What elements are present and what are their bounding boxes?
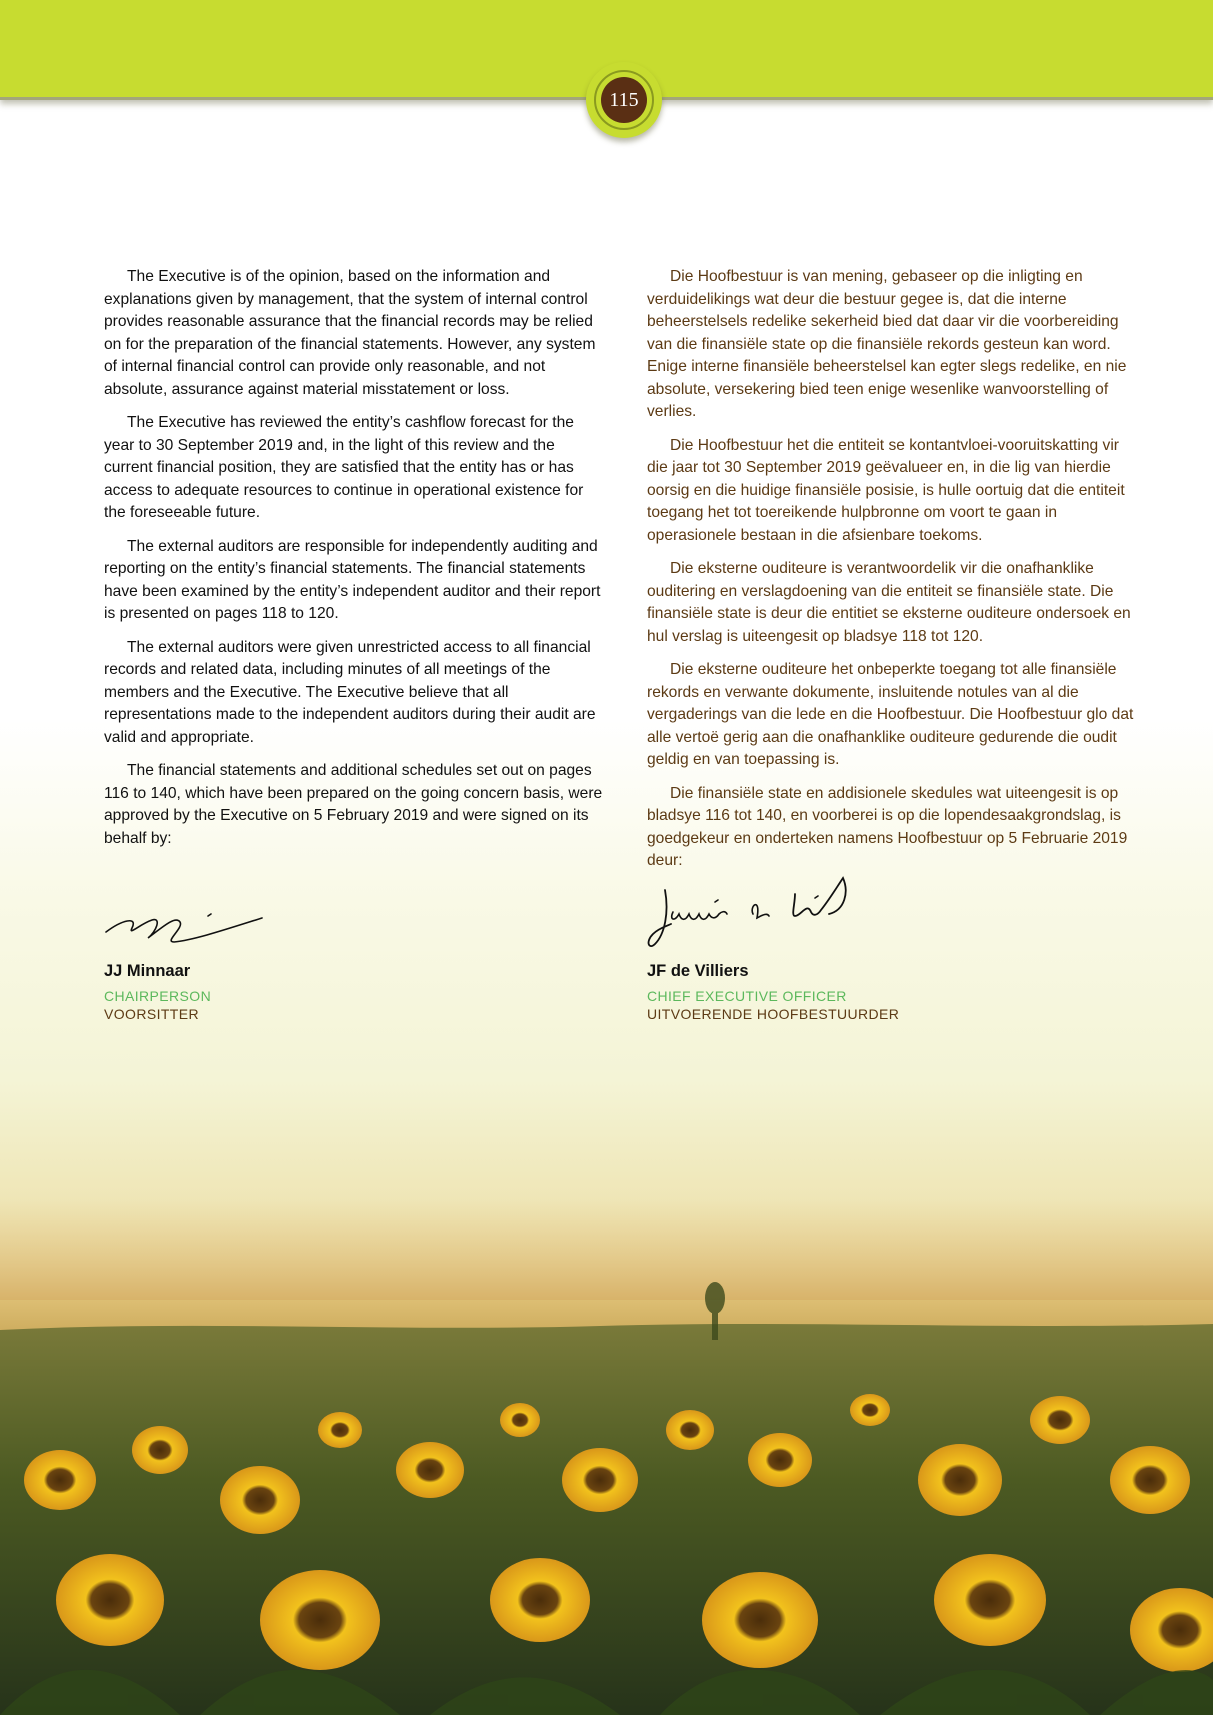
signatory-name: JF de Villiers	[647, 962, 749, 980]
chairperson-signature	[104, 902, 264, 952]
sunflower-field-image	[0, 1180, 1213, 1715]
role-english: CHIEF EXECUTIVE OFFICER	[647, 988, 847, 1004]
role-english: CHAIRPERSON	[104, 988, 212, 1004]
afrikaans-paragraph: Die finansiële state en addisionele skedules wat uiteengesit is op bladsye 116 tot 140, en voorberei is op die lopendesaakgrondslag, is goedgekeur en onderteken namens Hoofbestuur op 5 Februarie 2019 deur:	[647, 784, 1128, 869]
english-paragraph: The external auditors were given unrestricted access to all financial records and related data, including minutes of all meetings of the members and the Executive. The Executive believe that all representations made to the independent auditors during their audit are valid and appropriate.	[104, 638, 596, 746]
signatory-name: JJ Minnaar	[104, 962, 191, 980]
role-afrikaans: VOORSITTER	[104, 1006, 200, 1022]
afrikaans-paragraph: Die eksterne ouditeure is verantwoordelik vir die onafhanklike ouditering en verslagdoening van die entiteit se finansiële state. Die finansiële state is deur die entitiet se eksterne ouditeure ondersoek en hul verslag is uiteengesit op bladsye 118 tot 120.	[647, 560, 1131, 645]
afrikaans-column	[647, 266, 1141, 884]
english-paragraph: The Executive is of the opinion, based on the information and explanations given by management, that the system of internal control provides reasonable assurance that the financial records may be relied on for the preparation of the financial statements. However, any system of internal financial control can provide only reasonable, and not absolute, assurance against material misstatement or loss.	[104, 268, 596, 398]
page-number-ring	[594, 70, 654, 130]
english-column	[104, 266, 604, 861]
page-number-badge	[586, 62, 662, 138]
ceo-signature	[645, 872, 865, 952]
english-paragraph: The external auditors are responsible for independently auditing and reporting on the entity’s financial statements. The financial statements have been examined by the entity’s independent auditor and their report is presented on pages 118 to 120.	[104, 537, 601, 622]
page-number: 115	[601, 77, 647, 123]
english-paragraph: The financial statements and additional schedules set out on pages 116 to 140, which have been prepared on the going concern basis, were approved by the Executive on 5 February 2019 and were signed on its behalf by:	[104, 762, 603, 847]
afrikaans-paragraph: Die Hoofbestuur het die entiteit se kontantvloei-vooruitskatting vir die jaar tot 30 September 2019 geëvalueer en, in die lig van hierdie oorsig en die huidige finansiële posisie, is hulle oortuig dat die entiteit toegang het tot toereikende hulpbronne om voort te gaan in operasionele bestaan in die afsienbare toekoms.	[647, 436, 1125, 544]
ceo-block	[647, 962, 899, 1023]
afrikaans-paragraph: Die Hoofbestuur is van mening, gebaseer op die inligting en verduidelikings wat deur die bestuur gegee is, dat die interne beheerstelsels redelike sekerheid bied dat daar vir die voorbereiding van die finansiële state op die finansiële rekords gesteun kan word. Enige interne finansiële beheerstelsel kan egter slegs redelike, en nie absolute, versekering bied teen enige wesenlike wanvoorstelling of verlies.	[647, 268, 1127, 420]
chairperson-block	[104, 962, 211, 1023]
role-afrikaans: UITVOERENDE HOOFBESTUURDER	[647, 1006, 900, 1022]
english-paragraph: The Executive has reviewed the entity’s cashflow forecast for the year to 30 September 2019 and, in the light of this review and the current financial position, they are satisfied that the entity has or has access to adequate resources to continue in operational existence for the foreseeable future.	[104, 414, 584, 521]
afrikaans-paragraph: Die eksterne ouditeure het onbeperkte toegang tot alle finansiële rekords en verwante dokumente, insluitende notules van al die vergaderings van die lede en die Hoofbestuur. Die Hoofbestuur glo dat alle vertoë gerig aan die onafhanklike ouditeure gedurende die oudit geldig en van toepassing is.	[647, 661, 1134, 768]
